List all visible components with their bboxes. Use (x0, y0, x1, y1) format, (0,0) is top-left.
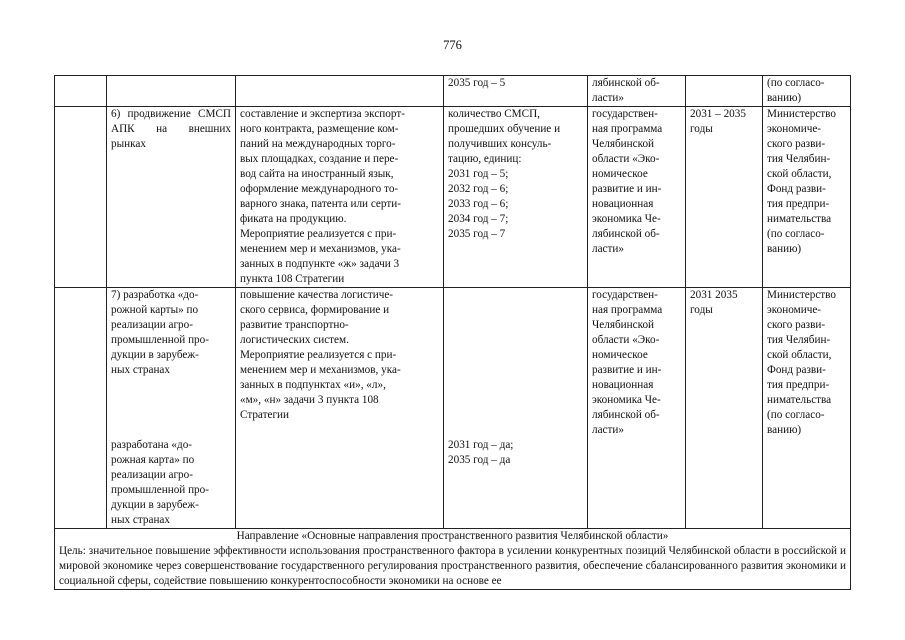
cell-indicator (444, 288, 588, 529)
direction-goal: Цель: значительное повышение эффективности использования пространственного фактора в усилении конкурентных позиций Челябинской области в российской и мировой экономике через совершенствование государственного регулирования пространственного развития, обеспечение сбалансированного развития экономики и социальной сферы, содействие повышению конкурентоспособности экономики на основе ее (59, 545, 846, 587)
cell-indicator: 2035 год – 5 (444, 76, 588, 107)
cell-content (236, 107, 444, 288)
indicator-text: 2031 год – да; 2035 год – да (448, 439, 514, 466)
content-text: составление и экспертиза экспорт- ного контракта, размещение ком- паний на международных торго- вых площадках, создание и пере- вод сайта на иностранный язык, оформление международного то- варного знака, патента или серти- фиката на продукцию. (240, 108, 405, 225)
cell-task (107, 288, 236, 529)
cell-executor: (по согласо- ванию) (763, 76, 851, 107)
direction-cell (55, 529, 851, 590)
cell-content (236, 288, 444, 529)
cell-indicator: количество СМСП, прошедших обучение и получивших консуль- тацию, единиц: 2031 год – 5; 2032 год – 6; 2033 год – 6; 2034 год – 7; 2035 год – 7 (444, 107, 588, 288)
table-row-continued (55, 76, 851, 107)
cell-task: 6) продвижение СМСП АПК на внешних рынках (107, 107, 236, 288)
cell-program: лябинской об- ласти» (588, 76, 686, 107)
direction-row (55, 529, 851, 590)
table-row-task-7 (55, 288, 851, 529)
cell-executor: Министерство экономиче- ского разви- тия Челябин- ской области, Фонд разви- тия предпри- нимательства (по согласо- ванию) (763, 107, 851, 288)
content-note: Мероприятие реализуется с при- менением мер и механизмов, ука- занных в подпункте «ж» задачи 3 пункта 108 Стратегии (240, 228, 401, 285)
table-row-task-6 (55, 107, 851, 288)
cell-period (686, 76, 763, 107)
cell-task (107, 76, 236, 107)
content-note: Мероприятие реализуется с при- менением мер и механизмов, ука- занных в подпунктах «и», «л», «м», «н» задачи 3 пункта 108 Стратегии (240, 349, 401, 421)
measures-table (54, 75, 851, 590)
cell-executor: Министерство экономиче- ского разви- тия Челябин- ской области, Фонд разви- тия предпри- нимательства (по согласо- ванию) (763, 288, 851, 529)
cell-program: государствен- ная программа Челябинской области «Эко- номическое развитие и ин- новационная экономика Че- лябинской об- ласти» (588, 107, 686, 288)
task-result: разработана «до- рожная карта» по реализации агро- промышленной про- дукции в зарубеж- ных странах (111, 439, 209, 526)
direction-title: Направление «Основные направления пространственного развития Челябинской области» (236, 530, 669, 542)
cell-number (55, 76, 107, 107)
cell-content (236, 76, 444, 107)
content-text: повышение качества логистиче- ского сервиса, формирование и развитие транспортно- логистических систем. (240, 289, 394, 346)
cell-number (55, 107, 107, 288)
cell-number (55, 288, 107, 529)
cell-period: 2031 2035 годы (686, 288, 763, 529)
cell-period: 2031 – 2035 годы (686, 107, 763, 288)
cell-program: государствен- ная программа Челябинской области «Эко- номическое развитие и ин- новационная экономика Че- лябинской об- ласти» (588, 288, 686, 529)
task-text: 7) разработка «до- рожной карты» по реализации агро- промышленной про- дукции в зарубеж- ных странах (111, 289, 209, 376)
page-number: 776 (443, 38, 462, 52)
